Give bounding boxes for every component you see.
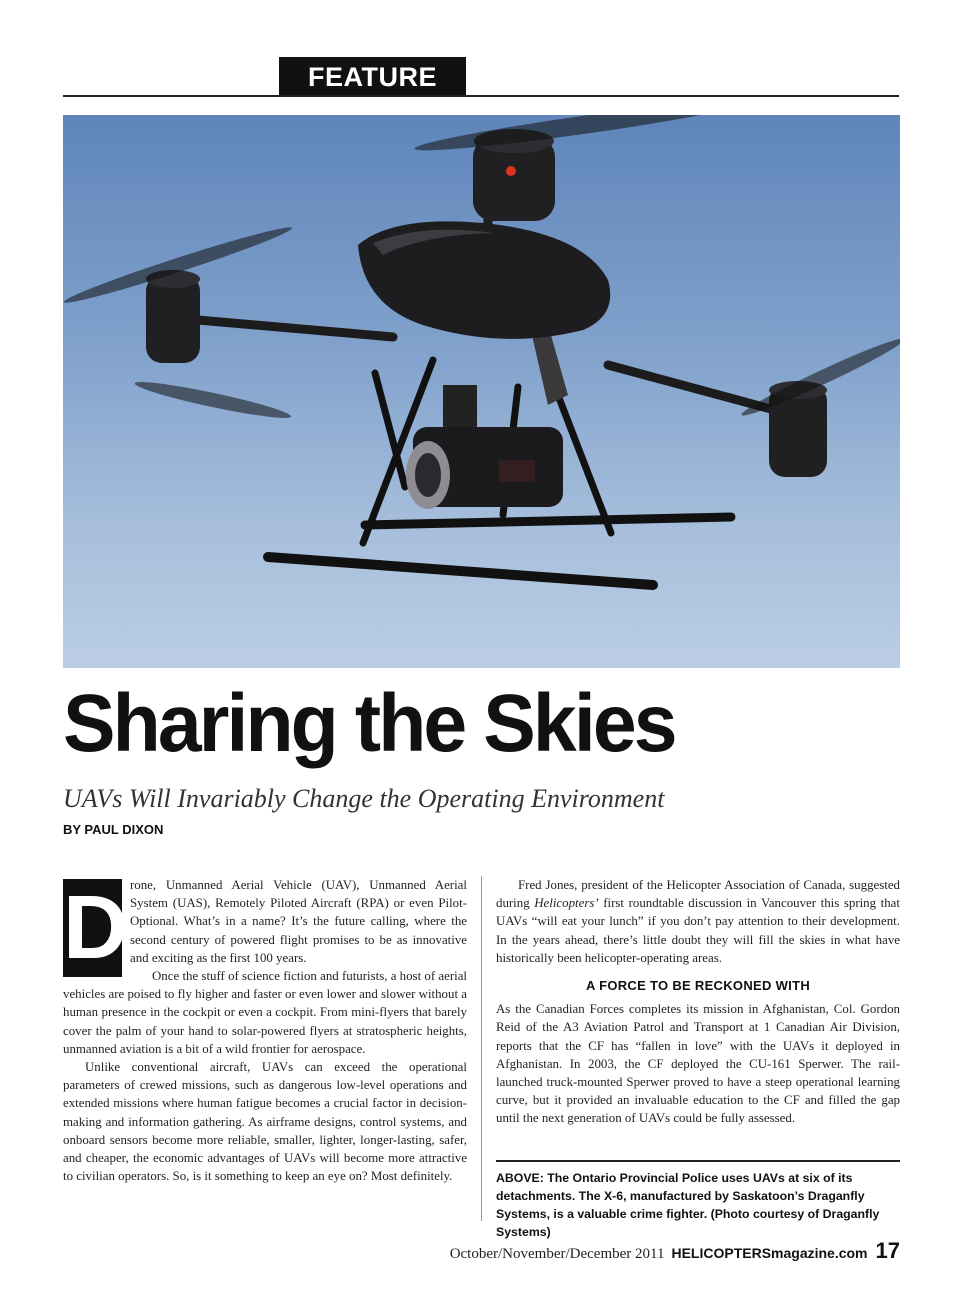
paragraph: Unlike conventional aircraft, UAVs can exceed the operational parameters of crewed missions, such as dangerous low-level operations and extended missions where human fatigue becomes a crucial factor in decision-making and information gathering. As airframe designs, control systems, and onboard sensors become more reliable, smaller, lighter, longer-lasting, safer, and cheaper, the economic advantages of UAVs will become more attractive to civilian operators. So, is it something to keep an eye on? Most definitely. — [63, 1060, 467, 1184]
column-divider — [481, 876, 482, 1221]
uav-skid-front — [268, 557, 653, 585]
article-column-left — [63, 876, 467, 1185]
uav-illustration — [63, 115, 900, 668]
photo-caption: ABOVE: The Ontario Provincial Police uses UAVs at six of its detachments. The X-6, manufactured by Saskatoon’s Draganfly Systems, is a valuable crime fighter. (Photo courtesy of Draganfly Systems) — [496, 1160, 900, 1241]
uav-arm-left — [198, 320, 393, 337]
headline: Sharing the Skies — [63, 678, 675, 769]
page-number: 17 — [875, 1238, 900, 1263]
uav-status-light — [506, 166, 516, 176]
text-run: Fred Jones, president of the Helicopter Association of Canada, suggested during — [496, 878, 900, 911]
paragraph: rone, Unmanned Aerial Vehicle (UAV), Unmanned Aerial System (UAS), Remotely Piloted Aircraft (RPA) or even Pilot-Optional. What’s in a name? It’s the future calling, where the second century of powered flight promises to be as innovative and exciting as the first 100 years. — [130, 878, 467, 965]
uav-propeller — [133, 377, 292, 424]
uav-propeller — [413, 115, 752, 158]
page-footer — [450, 1238, 900, 1264]
uav-skid-rear — [365, 517, 731, 525]
subhead: UAVs Will Invariably Change the Operating Environment — [63, 784, 665, 813]
uav-motor-left — [146, 275, 200, 363]
issue-date: October/November/December 2011 — [449, 1246, 665, 1262]
paragraph — [496, 876, 900, 967]
section-tab: FEATURE — [279, 57, 466, 95]
magazine-url: HELICOPTERSmagazine.com — [671, 1245, 868, 1261]
article-column-right — [496, 876, 900, 1128]
paragraph: Once the stuff of science fiction and futurists, a host of aerial vehicles are poised to fly higher and faster or even lower and slower without a human presence in the cockpit or even a cockpit. From mini-flyers that barely cover the palm of your hand to solar-powered flyers at stratospheric heights, unmanned aviation is a bit of a wild frontier for aerospace. — [63, 969, 467, 1056]
text-run: first roundtable discussion in Vancouver this spring that UAVs “will eat your lunch” if you don’t pay attention to their development. In the years ahead, there’s little doubt they will fill the skies in what have historically been helicopter-operating areas. — [496, 896, 900, 965]
dropcap: D — [63, 878, 128, 978]
italic-text: Helicopters’ — [534, 896, 599, 911]
byline: BY PAUL DIXON — [63, 822, 164, 837]
top-rule — [63, 95, 899, 97]
paragraph: As the Canadian Forces completes its mission in Afghanistan, Col. Gordon Reid of the A3 Aviation Patrol and Transport at 1 Canadian Air Division, reports that the CF has “fallen in love” with the UAVs it deployed in Afghanistan. In 2003, the CF deployed the CU-161 Sperwer. The rail-launched truck-mounted Sperwer proved to have a steep operational learning curve, but it provided an invaluable education to the CF and filled the gap until the next generation of UAVs could be fully assessed. — [496, 1002, 900, 1126]
uav-photo — [63, 115, 900, 668]
section-heading: A FORCE TO BE RECKONED WITH — [585, 978, 811, 994]
